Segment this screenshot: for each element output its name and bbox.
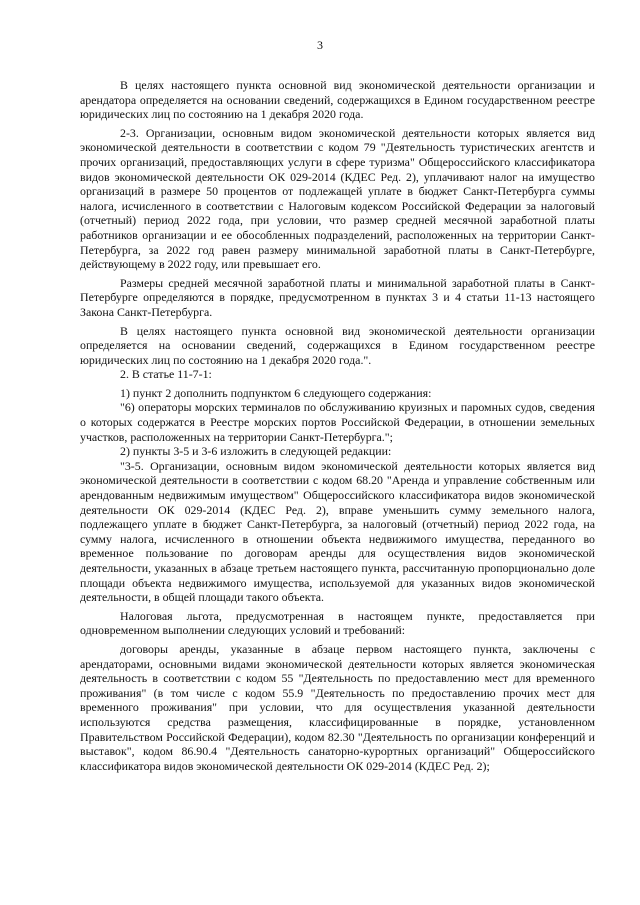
paragraph-10: Налоговая льгота, предусмотренная в настоящем пункте, предоставляется при одновременном выполнении следующих условий и требований: <box>80 608 595 638</box>
paragraph-6: 1) пункт 2 дополнить подпунктом 6 следующего содержания: <box>120 385 432 400</box>
paragraph-9: "3-5. Организации, основным видом экономической деятельности которых является вид экономической деятельности в соответствии с кодом 68.20 "Аренда и управление собственным или арендованным недвижимым имуществом" Общероссийского классификатора видов экономической деятельности ОК 029-2014 (КДЕС Ред. 2), вправе уменьшить сумму земельного налога, подлежащего уплате в бюджет Санкт-Петербурга, за налоговый (отчетный) период 2022 года, на сумму налога, исчисленного в отношении объекта недвижимого имущества, переданного во временное пользование по договорам аренды для осуществления видов экономической деятельности, указанных в абзаце третьем настоящего пункта, рассчитанную пропорционально доле площади объекта недвижимого имущества, используемой для указанных видов экономической деятельности, в общей площади такого объекта. <box>80 458 595 605</box>
paragraph-8: 2) пункты 3-5 и 3-6 изложить в следующей редакции: <box>120 444 392 459</box>
document-body <box>80 78 595 773</box>
paragraph-2: 2-3. Организации, основным видом экономической деятельности которых является вид экономической деятельности в соответствии с кодом 79 "Деятельность туристических агентств и прочих организаций, предоставляющих услуги в сфере туризма" Общероссийского классификатора видов экономической деятельности ОК 029-2014 (КДЕС Ред. 2), уплачивают налог на имущество организаций в размере 50 процентов от подлежащей уплате в бюджет Санкт-Петербурга суммы налога, исчисленного в соответствии с Налоговым кодексом Российской Федерации за налоговый (отчетный) период 2022 года, при условии, что размер средней месячной заработной платы работников организации и ее обособленных подразделений, расположенных на территории Санкт-Петербурга, за 2022 год равен размеру минимальной заработной платы в Санкт-Петербурге, действующему в 2022 году, или превышает его. <box>80 125 595 272</box>
paragraph-7: "6) операторы морских терминалов по обслуживанию круизных и паромных судов, сведения о которых содержатся в Реестре морских портов Российской Федерации, в отношении земельных участков, расположенных на территории Санкт-Петербурга."; <box>80 400 595 444</box>
paragraph-1: В целях настоящего пункта основной вид экономической деятельности организации и арендатора определяется на основании сведений, содержащихся в Едином государственном реестре юридических лиц по состоянию на 1 декабря 2020 года. <box>80 78 595 122</box>
paragraph-3: Размеры средней месячной заработной платы и минимальной заработной платы в Санкт-Петербурге определяются в порядке, предусмотренном в пунктах 3 и 4 статьи 11-13 настоящего Закона Санкт-Петербурга. <box>80 275 595 319</box>
paragraph-5: 2. В статье 11-7-1: <box>120 367 212 382</box>
paragraph-4: В целях настоящего пункта основной вид экономической деятельности организации определяется на основании сведений, содержащихся в Едином государственном реестре юридических лиц по состоянию на 1 декабря 2020 года.". <box>80 323 595 367</box>
page-number: 3 <box>317 38 323 52</box>
paragraph-11: договоры аренды, указанные в абзаце первом настоящего пункта, заключены с арендаторами, основными видами экономической деятельности которых является экономическая деятельность в соответствии с кодом 55 "Деятельность по предоставлению мест для временного проживания" (в том числе с кодом 55.9 "Деятельность по предоставлению прочих мест для временного проживания" при условии, что для осуществления указанной деятельности используются средства размещения, классифицированные в порядке, установленном Правительством Российской Федерации), кодом 82.30 "Деятельность по организации конференций и выставок", кодом 86.90.4 "Деятельность санаторно-курортных организаций" Общероссийского классификатора видов экономической деятельности ОК 029-2014 (КДЕС Ред. 2); <box>80 641 595 773</box>
